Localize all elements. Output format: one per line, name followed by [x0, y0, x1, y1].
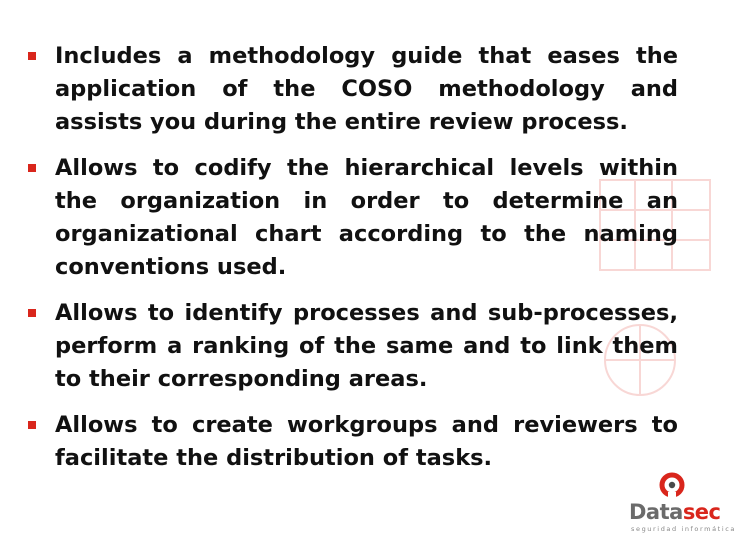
bullet-list [28, 40, 678, 488]
bullet-text: Includes a methodology guide that eases the application of the COSO methodology and assists you during the entire review process. [55, 43, 678, 135]
bullet-text: Allows to codify the hierarchical levels within the organization in order to determine an organizational chart according to the naming conventions used. [55, 155, 678, 280]
datasec-logo [629, 472, 736, 536]
logo-tagline: seguridad informática [631, 525, 736, 533]
logo-wordmark [629, 500, 721, 524]
logo-word-sec: sec [682, 500, 721, 524]
bullet-square-icon [28, 52, 36, 60]
bullet-item-workgroups [28, 409, 678, 475]
bullet-square-icon [28, 309, 36, 317]
bullet-text: Allows to create workgroups and reviewers to facilitate the distribution of tasks. [55, 412, 678, 471]
bullet-item-processes [28, 297, 678, 396]
bullet-text: Allows to identify processes and sub-processes, perform a ranking of the same and to link them to their corresponding areas. [55, 300, 678, 392]
logo-symbol-icon [657, 472, 687, 502]
bullet-square-icon [28, 421, 36, 429]
bullet-item-methodology [28, 40, 678, 139]
bullet-square-icon [28, 164, 36, 172]
bullet-item-hierarchy [28, 152, 678, 284]
logo-word-data: Data [629, 500, 683, 524]
